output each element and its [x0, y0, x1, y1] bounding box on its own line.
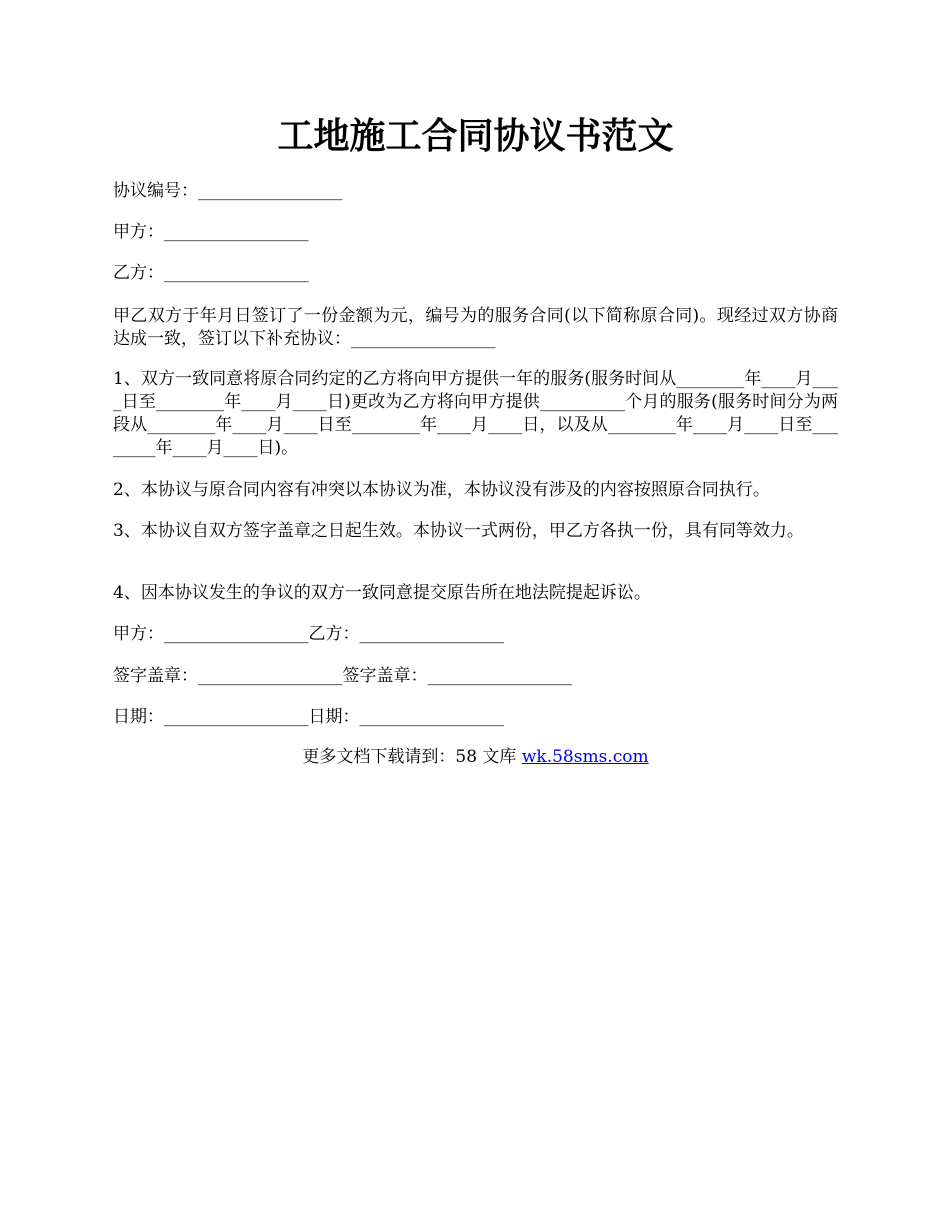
signature-dates: 日期：_________________日期：_________________ [113, 707, 504, 727]
clause-3: 3、本协议自双方签字盖章之日起生效。本协议一式两份，甲乙方各执一份，具有同等效力。 [113, 521, 804, 541]
signature-parties: 甲方：_________________乙方：_________________ [113, 624, 504, 644]
agreement-number-field: 协议编号：_________________ [113, 181, 343, 201]
footer [113, 746, 838, 769]
party-a-field: 甲方：_________________ [113, 222, 309, 242]
party-b-field: 乙方：_________________ [113, 263, 309, 283]
document-title: 工地施工合同协议书范文 [277, 115, 674, 157]
clause-4: 4、因本协议发生的争议的双方一致同意提交原告所在地法院提起诉讼。 [113, 583, 651, 603]
footer-text: 更多文档下载请到：58 文库 [302, 747, 522, 767]
clause-2: 2、本协议与原合同内容有冲突以本协议为准，本协议没有涉及的内容按照原合同执行。 [113, 480, 770, 500]
signature-seals: 签字盖章：_________________签字盖章：_________________ [113, 666, 572, 686]
clause-1: 1、双方一致同意将原合同约定的乙方将向甲方提供一年的服务(服务时间从________年____月____日至________年____月____日)更改为乙方将向甲方提供__________个月的服务(服务时间分为两段从________年____月____日至________年____月____日，以及从________年____月____日至________年____月____日)。 [113, 369, 838, 458]
footer-link[interactable]: wk.58sms.com [521, 747, 649, 767]
intro-paragraph: 甲乙双方于年月日签订了一份金额为元，编号为的服务合同(以下简称原合同)。现经过双方协商达成一致，签订以下补充协议：_________________ [113, 306, 838, 349]
